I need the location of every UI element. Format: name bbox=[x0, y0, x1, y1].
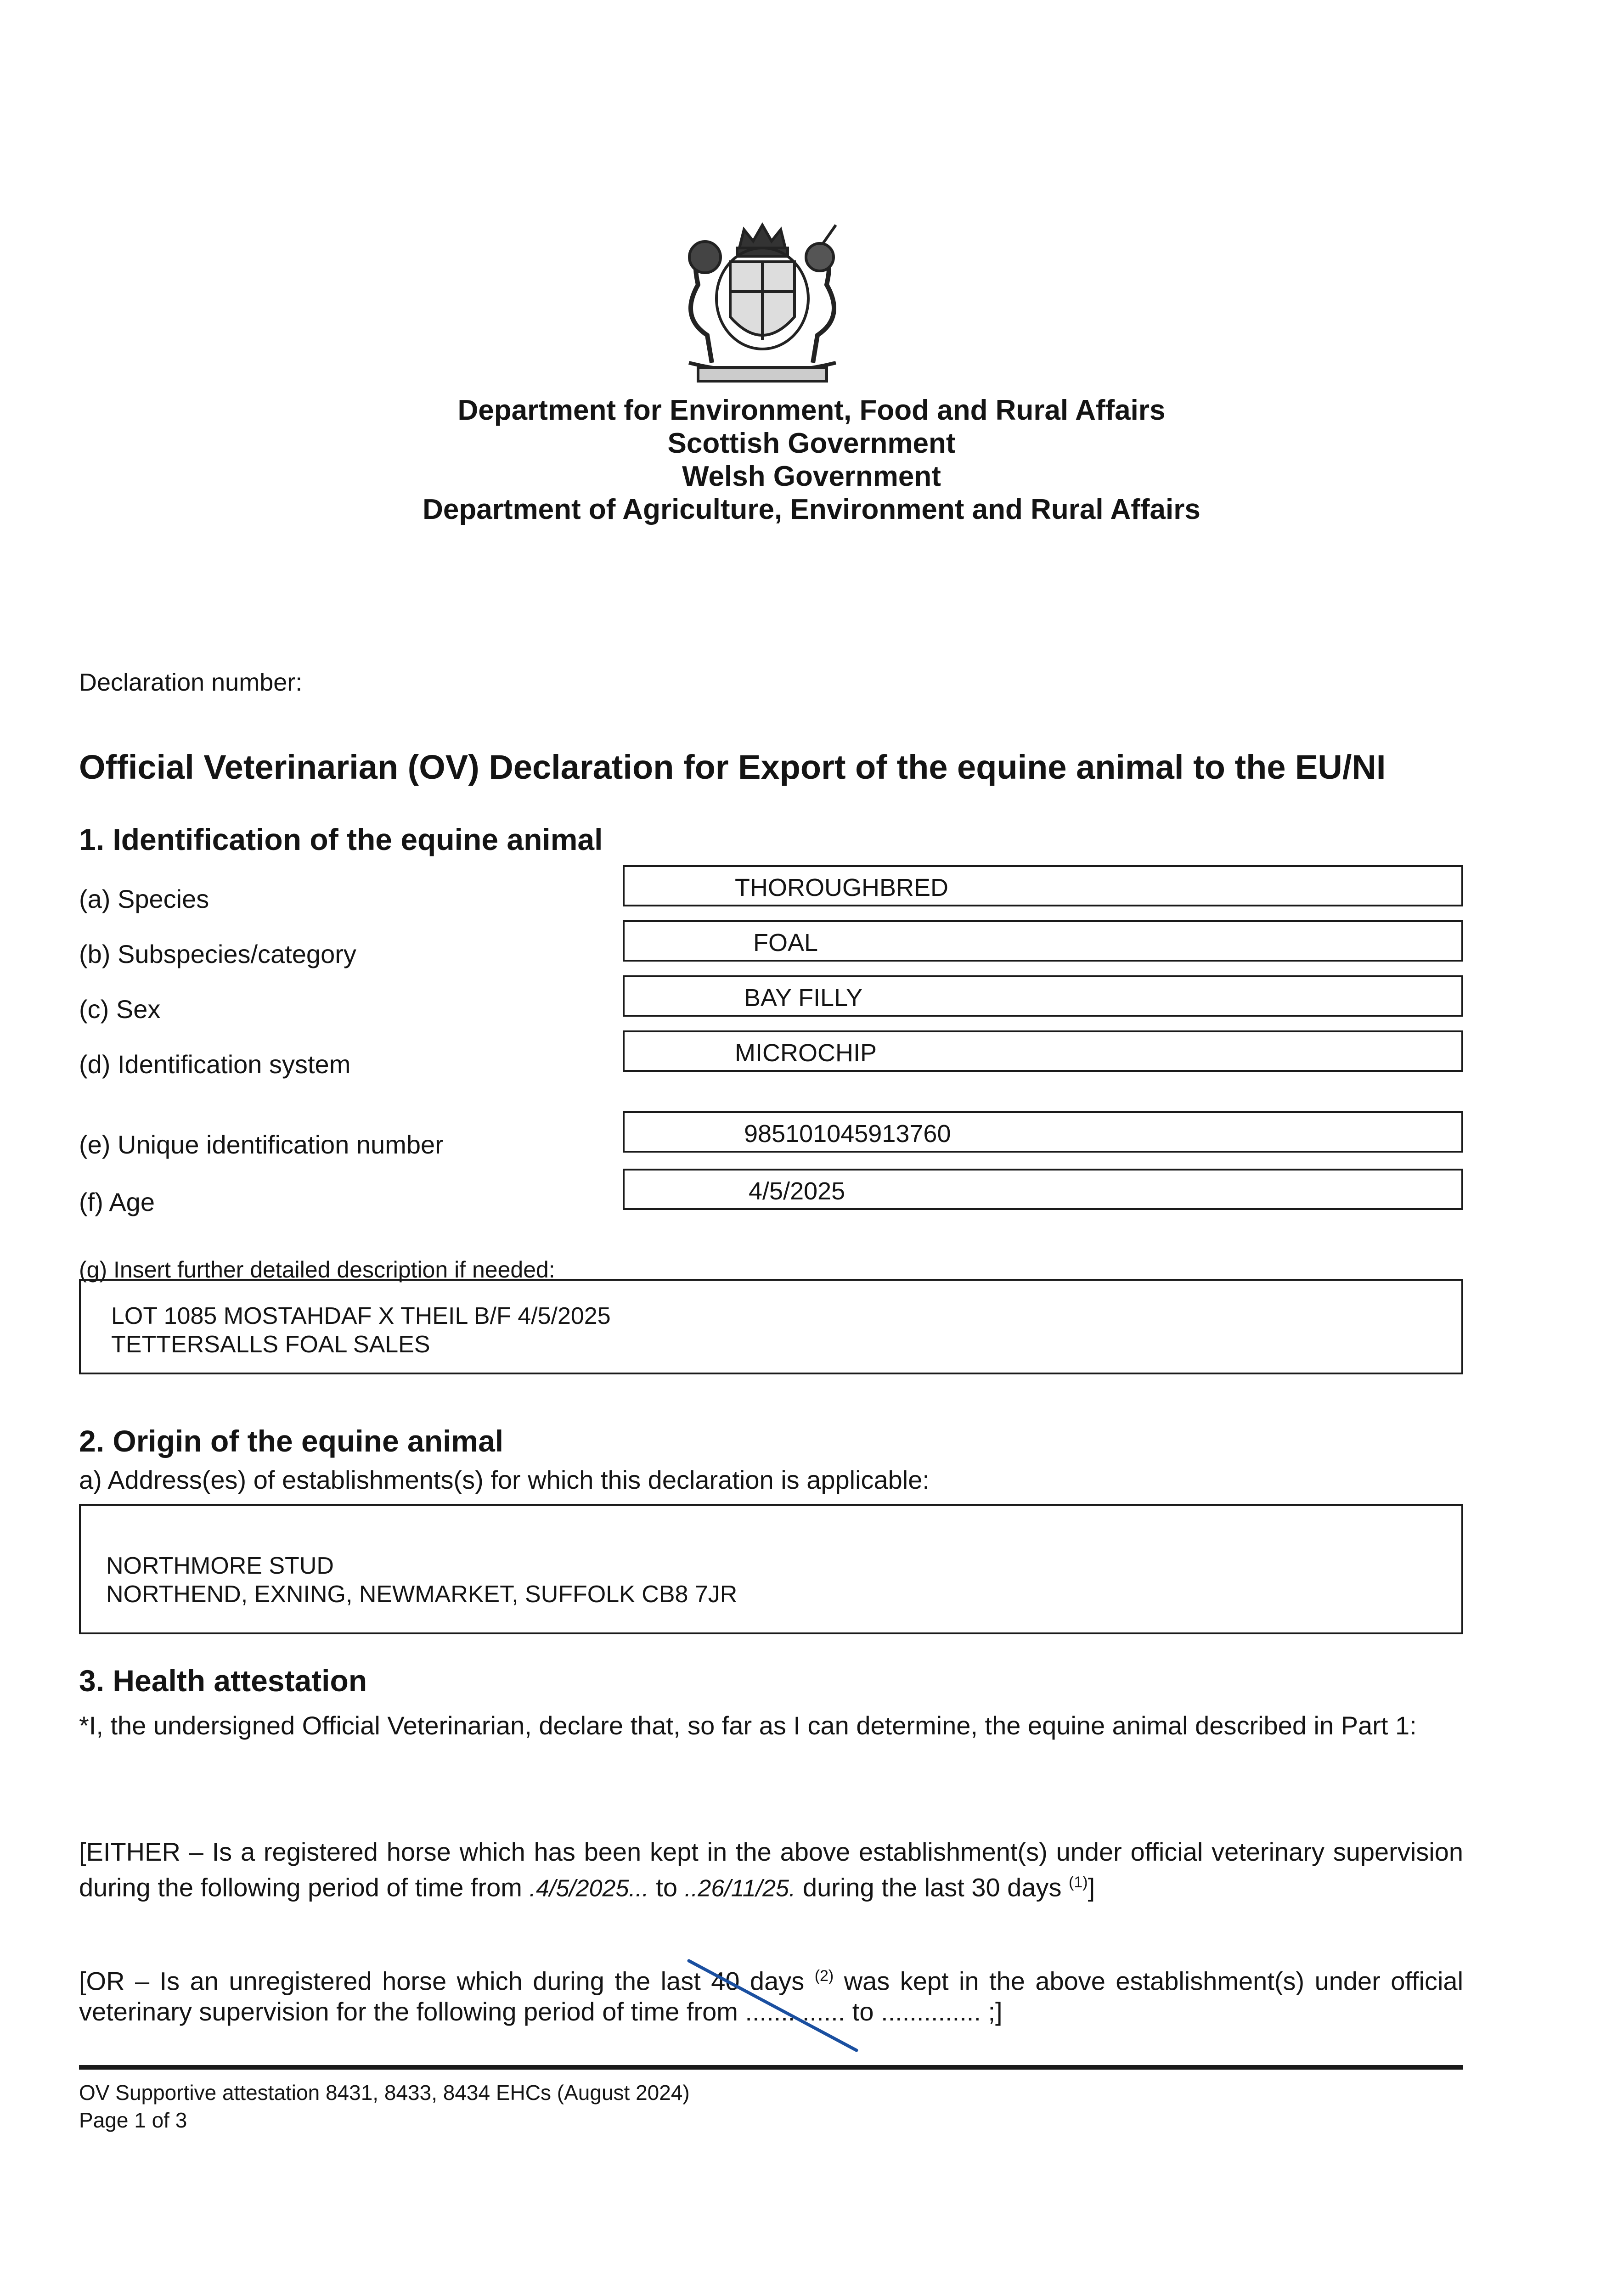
or-text: [OR – Is an unregistered horse which during the last 40 days bbox=[79, 1966, 805, 1996]
further-description-field[interactable] bbox=[79, 1279, 1463, 1374]
either-from-date: .4/5/2025... bbox=[529, 1875, 649, 1902]
address-label: a) Address(es) of establishments(s) for which this declaration is applicable: bbox=[79, 1465, 930, 1494]
sex-field[interactable] bbox=[623, 975, 1463, 1017]
subspecies-label: (b) Subspecies/category bbox=[79, 940, 356, 968]
either-to-date: ..26/11/25. bbox=[684, 1875, 796, 1902]
age-field[interactable] bbox=[623, 1169, 1463, 1210]
unique-id-value: 985101045913760 bbox=[744, 1120, 951, 1148]
further-description-line-2: TETTERSALLS FOAL SALES bbox=[111, 1331, 430, 1358]
or-text-after: was kept in the above establishment(s) under official veterinary supervision for the following period of time from .............. to .............. ;] bbox=[79, 1966, 1464, 2026]
either-to-word: to bbox=[656, 1873, 677, 1902]
department-scottish-government: Scottish Government bbox=[667, 428, 956, 459]
subspecies-value: FOAL bbox=[753, 929, 818, 957]
either-footnote: (1) bbox=[1069, 1874, 1088, 1891]
or-footnote: (2) bbox=[814, 1967, 834, 1985]
species-field[interactable] bbox=[623, 865, 1463, 906]
identification-system-field[interactable] bbox=[623, 1030, 1463, 1072]
further-description-label: (g) Insert further detailed description if needed: bbox=[79, 1257, 555, 1283]
address-line-2: NORTHEND, EXNING, NEWMARKET, SUFFOLK CB8 7JR bbox=[106, 1581, 738, 1608]
department-defra: Department for Environment, Food and Rural Affairs bbox=[457, 394, 1166, 426]
address-field[interactable] bbox=[79, 1504, 1463, 1634]
unique-id-field[interactable] bbox=[623, 1111, 1463, 1153]
department-daera: Department of Agriculture, Environment and Rural Affairs bbox=[423, 494, 1200, 525]
page-number: Page 1 of 3 bbox=[79, 2108, 187, 2132]
department-welsh-government: Welsh Government bbox=[682, 461, 941, 492]
unique-id-label: (e) Unique identification number bbox=[79, 1130, 444, 1159]
address-line-1: NORTHMORE STUD bbox=[106, 1553, 334, 1579]
either-close: ] bbox=[1088, 1873, 1095, 1902]
species-value: THOROUGHBRED bbox=[735, 874, 949, 901]
age-label: (f) Age bbox=[79, 1187, 155, 1216]
either-text-after: during the last 30 days bbox=[803, 1873, 1062, 1902]
footer-divider bbox=[79, 2065, 1463, 2070]
identification-system-label: (d) Identification system bbox=[79, 1050, 351, 1079]
royal-coat-of-arms bbox=[661, 216, 863, 390]
strike-through-mark bbox=[684, 1952, 868, 2057]
age-value: 4/5/2025 bbox=[749, 1177, 845, 1205]
sex-label: (c) Sex bbox=[79, 995, 161, 1024]
identification-system-value: MICROCHIP bbox=[735, 1039, 877, 1067]
footer-attestation-ref: OV Supportive attestation 8431, 8433, 8434 EHCs (August 2024) bbox=[79, 2081, 690, 2105]
health-attestation-intro: *I, the undersigned Official Veterinarian, declare that, so far as I can determine, the equine animal described in Part 1: bbox=[79, 1711, 1417, 1740]
section-3-heading: 3. Health attestation bbox=[79, 1664, 367, 1698]
sex-value: BAY FILLY bbox=[744, 984, 863, 1012]
section-2-heading: 2. Origin of the equine animal bbox=[79, 1424, 504, 1458]
document-title: Official Veterinarian (OV) Declaration for Export of the equine animal to the EU/NI bbox=[79, 748, 1386, 786]
further-description-line-1: LOT 1085 MOSTAHDAF X THEIL B/F 4/5/2025 bbox=[111, 1303, 611, 1329]
section-1-heading: 1. Identification of the equine animal bbox=[79, 822, 603, 856]
declaration-number-label: Declaration number: bbox=[79, 669, 303, 696]
subspecies-field[interactable] bbox=[623, 920, 1463, 962]
species-label: (a) Species bbox=[79, 884, 209, 913]
either-clause bbox=[79, 1837, 1463, 1904]
either-text: [EITHER – Is a registered horse which has been kept in the above establishment(s) under official veterinary supervision during the following period of time from bbox=[79, 1837, 1463, 1902]
